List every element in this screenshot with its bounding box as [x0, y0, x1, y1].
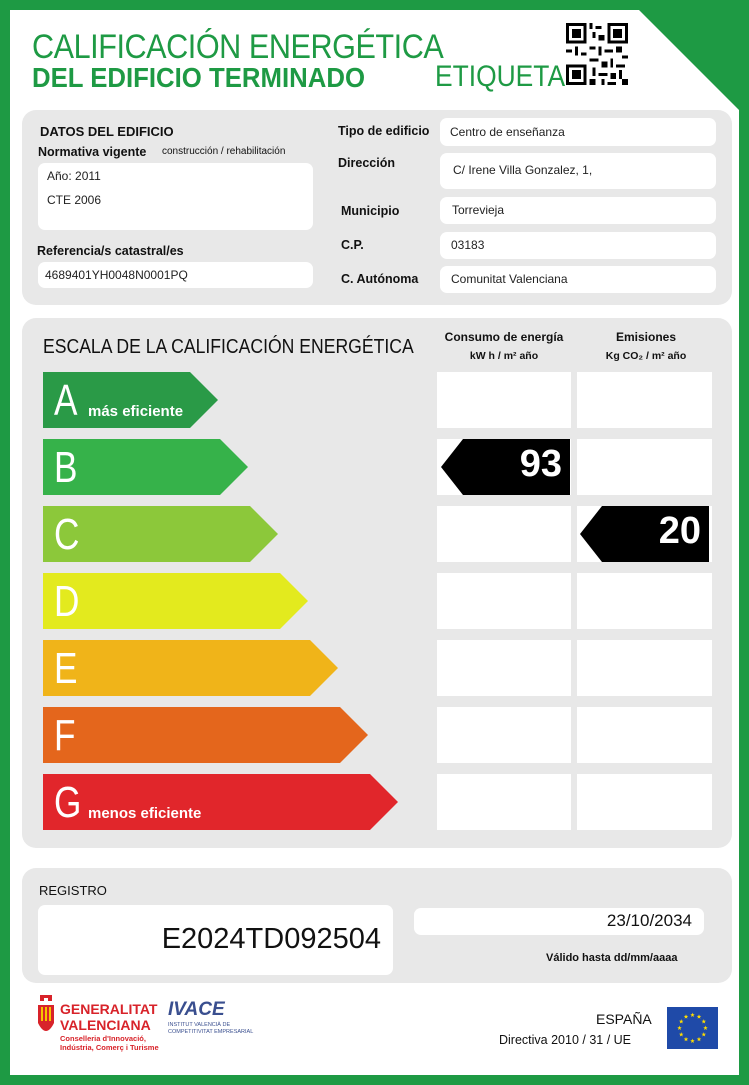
rating-letter-b: B	[54, 443, 78, 492]
valid-date: 23/10/2034	[606, 911, 692, 930]
rating-letter-g: G	[54, 778, 82, 827]
cp-value: 03183	[451, 238, 485, 252]
tipo-label: Tipo de edificio	[338, 124, 430, 138]
cp-label: C.P.	[341, 238, 364, 252]
rating-arrow-d	[43, 573, 308, 629]
consumo-cell-f	[437, 707, 571, 763]
qr-code-icon	[566, 22, 628, 86]
gv-line2: VALENCIANA	[60, 1017, 151, 1033]
direccion-box	[440, 153, 716, 189]
year-value: Año: 2011	[47, 169, 101, 183]
consumo-cell-a	[437, 372, 571, 428]
ivace-sub2: COMPETITIVITAT EMPRESARIAL	[168, 1029, 254, 1035]
rating-letter-d: D	[54, 577, 80, 626]
rating-tag-a: más eficiente	[88, 403, 184, 420]
title-line1: CALIFICACIÓN ENERGÉTICA	[32, 28, 444, 66]
valid-date-box	[414, 908, 704, 935]
consumo-unit: kW h / m² año	[469, 350, 539, 362]
autonoma-value: Comunitat Valenciana	[451, 272, 568, 286]
code-value: CTE 2006	[47, 193, 102, 207]
rating-letter-c: C	[54, 510, 80, 559]
emisiones-value: 20	[658, 510, 701, 552]
normativa-sub: construcción / rehabilitación	[162, 146, 286, 157]
rating-tag-g: menos eficiente	[88, 805, 202, 822]
registro-number: E2024TD092504	[161, 923, 381, 955]
registro-label: REGISTRO	[39, 883, 107, 898]
scale-title: ESCALA DE LA CALIFICACIÓN ENERGÉTICA	[43, 336, 414, 358]
corner-fold	[639, 10, 739, 110]
title-line2: DEL EDIFICIO TERMINADO	[32, 62, 365, 93]
normativa-label: Normativa vigente	[38, 145, 147, 159]
ivace-sub1: INSTITUT VALENCIÀ DE	[168, 1022, 231, 1028]
eu-flag-icon	[667, 1007, 718, 1049]
tipo-box	[440, 118, 716, 146]
directive: Directiva 2010 / 31 / UE	[499, 1033, 632, 1047]
normativa-box	[38, 163, 313, 230]
title-suffix: ETIQUETA	[435, 60, 566, 93]
building-section-label: DATOS DEL EDIFICIO	[40, 124, 174, 139]
emisiones-cell-b	[577, 439, 712, 495]
gv-sub2: Indústria, Comerç i Turisme	[60, 1043, 159, 1052]
rating-letter-e: E	[54, 644, 78, 693]
registro-number-box	[38, 905, 393, 975]
emisiones-cell-f	[577, 707, 712, 763]
valid-label: Válido hasta dd/mm/aaaa	[546, 952, 678, 964]
catastral-box	[38, 262, 313, 288]
consumo-value: 93	[519, 443, 562, 485]
catastral-value: 4689401YH0048N0001PQ	[45, 268, 188, 282]
autonoma-label: C. Autónoma	[341, 272, 419, 286]
direccion-value: C/ Irene Villa Gonzalez, 1,	[453, 163, 593, 177]
rating-letter-a: A	[54, 376, 78, 425]
municipio-label: Municipio	[341, 204, 400, 218]
generalitat-shield-icon	[36, 993, 56, 1043]
emisiones-label: Emisiones	[615, 330, 677, 344]
emisiones-unit: Kg CO₂ / m² año	[605, 350, 687, 362]
municipio-value: Torrevieja	[452, 203, 505, 217]
gv-line1: GENERALITAT	[60, 1001, 158, 1017]
cp-box	[440, 232, 716, 259]
catastral-label: Referencia/s catastral/es	[37, 244, 184, 258]
emisiones-cell-e	[577, 640, 712, 696]
emisiones-cell-g	[577, 774, 712, 830]
gv-sub1: Conselleria d'Innovació,	[60, 1034, 146, 1043]
rating-arrow-f	[43, 707, 368, 763]
consumo-cell-g	[437, 774, 571, 830]
direccion-label: Dirección	[338, 156, 395, 170]
consumo-cell-d	[437, 573, 571, 629]
municipio-box	[440, 197, 716, 224]
emisiones-cell-a	[577, 372, 712, 428]
country: ESPAÑA	[596, 1011, 652, 1027]
consumo-cell-e	[437, 640, 571, 696]
tipo-value: Centro de enseñanza	[450, 125, 565, 139]
rating-arrow-e	[43, 640, 338, 696]
rating-letter-f: F	[54, 711, 76, 760]
emisiones-cell-d	[577, 573, 712, 629]
ivace-name: IVACE	[168, 999, 225, 1020]
autonoma-box	[440, 266, 716, 293]
consumo-cell-c	[437, 506, 571, 562]
consumo-label: Consumo de energía	[444, 330, 564, 344]
